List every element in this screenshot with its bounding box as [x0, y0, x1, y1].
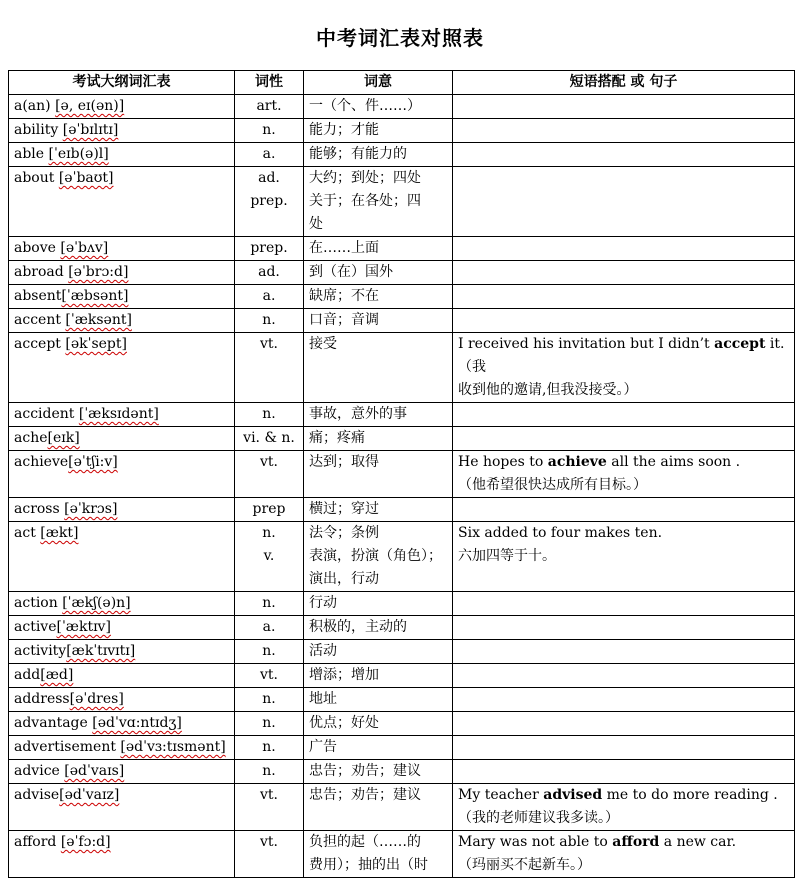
- meaning-cell: 广告: [304, 736, 453, 760]
- headword: absent: [14, 288, 62, 304]
- headword: add: [14, 667, 41, 683]
- header-pos: 词性: [235, 71, 304, 95]
- meaning-cell: 达到；取得: [304, 451, 453, 498]
- example-line: [458, 807, 789, 830]
- table-row: [9, 95, 795, 119]
- meaning-cell: 能力；才能: [304, 119, 453, 143]
- header-example: 短语搭配 或 句子: [453, 71, 795, 95]
- headword: advice: [14, 763, 65, 779]
- example-text: me to do more reading .: [602, 787, 778, 803]
- word-cell: [9, 403, 235, 427]
- table-row: [9, 403, 795, 427]
- phonetic-transcription: [əˈtʃi:v]: [68, 454, 118, 470]
- example-cell: [453, 309, 795, 333]
- word-cell: [9, 760, 235, 784]
- example-text: it.（我: [458, 336, 785, 375]
- part-of-speech-cell: n.: [235, 309, 304, 333]
- phonetic-transcription: [ˈækʃ(ə)n]: [62, 595, 131, 611]
- word-cell: [9, 640, 235, 664]
- table-body: [9, 95, 795, 878]
- header-meaning: 词意: [304, 71, 453, 95]
- example-line: [458, 831, 789, 854]
- phonetic-transcription: [ækˈtɪvɪtɪ]: [66, 643, 136, 659]
- example-cell: [453, 498, 795, 522]
- word-cell: [9, 285, 235, 309]
- headword: address: [14, 691, 70, 707]
- phonetic-transcription: [ˈæksənt]: [65, 312, 132, 328]
- phonetic-transcription: [ədˈvaɪs]: [64, 763, 125, 779]
- headword: activity: [14, 643, 67, 659]
- example-cell: [453, 736, 795, 760]
- example-text: He hopes to: [458, 454, 548, 470]
- phonetic-transcription: [ˈæksɪdənt]: [78, 406, 159, 422]
- phonetic-transcription: [əˈkrɔs]: [64, 501, 118, 517]
- word-cell: [9, 167, 235, 237]
- vocabulary-table: [8, 70, 795, 878]
- meaning-cell: 痛；疼痛: [304, 427, 453, 451]
- table-row: [9, 592, 795, 616]
- meaning-cell: 在……上面: [304, 237, 453, 261]
- meaning-cell: 忠告；劝告；建议: [304, 784, 453, 831]
- phonetic-transcription: [əkˈsept]: [65, 336, 127, 352]
- meaning-cell: 到（在）国外: [304, 261, 453, 285]
- part-of-speech-cell: ad. prep.: [235, 167, 304, 237]
- word-cell: [9, 451, 235, 498]
- word-cell: [9, 688, 235, 712]
- example-keyword: accept: [714, 336, 766, 352]
- phonetic-transcription: [ækt]: [40, 525, 79, 541]
- headword: a(an): [14, 98, 56, 114]
- part-of-speech-cell: a.: [235, 143, 304, 167]
- table-row: [9, 309, 795, 333]
- table-row: [9, 285, 795, 309]
- example-cell: [453, 451, 795, 498]
- meaning-cell: 忠告；劝告；建议: [304, 760, 453, 784]
- meaning-cell: 法令；条例 表演，扮演（角色）； 演出，行动: [304, 522, 453, 592]
- part-of-speech-cell: n.: [235, 592, 304, 616]
- example-text: 六加四等于十。: [458, 548, 556, 564]
- part-of-speech-cell: prep: [235, 498, 304, 522]
- meaning-cell: 一（个、件……）: [304, 95, 453, 119]
- headword: act: [14, 525, 41, 541]
- example-line: [458, 451, 789, 474]
- example-line: [458, 474, 789, 497]
- word-cell: [9, 333, 235, 403]
- part-of-speech-cell: art.: [235, 95, 304, 119]
- headword: about: [14, 170, 59, 186]
- table-row: [9, 736, 795, 760]
- header-word: 考试大纲词汇表: [9, 71, 235, 95]
- part-of-speech-cell: vt.: [235, 831, 304, 878]
- example-keyword: achieve: [547, 454, 607, 470]
- headword: achieve: [14, 454, 69, 470]
- table-row: [9, 143, 795, 167]
- example-text: a new car.: [659, 834, 737, 850]
- table-row: [9, 237, 795, 261]
- example-cell: [453, 522, 795, 592]
- part-of-speech-cell: ad.: [235, 261, 304, 285]
- part-of-speech-cell: n.: [235, 712, 304, 736]
- phonetic-transcription: [əˈbʌv]: [60, 240, 109, 256]
- example-cell: [453, 143, 795, 167]
- part-of-speech-cell: n.: [235, 640, 304, 664]
- example-keyword: advised: [543, 787, 603, 803]
- phonetic-transcription: [ədˈvɜ:tɪsmənt]: [120, 739, 226, 755]
- part-of-speech-cell: vt.: [235, 333, 304, 403]
- example-line: [458, 784, 789, 807]
- meaning-cell: 积极的，主动的: [304, 616, 453, 640]
- headword: advantage: [14, 715, 93, 731]
- phonetic-transcription: [əˈdres]: [69, 691, 124, 707]
- phonetic-transcription: [əˈfɔ:d]: [60, 834, 111, 850]
- headword: accent: [14, 312, 66, 328]
- example-cell: [453, 403, 795, 427]
- example-cell: [453, 831, 795, 878]
- part-of-speech-cell: n.: [235, 403, 304, 427]
- part-of-speech-cell: vi. & n.: [235, 427, 304, 451]
- example-cell: [453, 285, 795, 309]
- example-text: （我的老师建议我多读。）: [458, 810, 619, 826]
- phonetic-transcription: [əˈbaʊt]: [58, 170, 114, 186]
- headword: advertisement: [14, 739, 121, 755]
- phonetic-transcription: [ə, eɪ(ən)]: [55, 98, 125, 114]
- part-of-speech-cell: vt.: [235, 784, 304, 831]
- meaning-cell: 事故，意外的事: [304, 403, 453, 427]
- word-cell: [9, 309, 235, 333]
- part-of-speech-cell: n.: [235, 736, 304, 760]
- example-cell: [453, 427, 795, 451]
- example-text: all the aims soon .: [606, 454, 741, 470]
- word-cell: [9, 498, 235, 522]
- meaning-cell: 能够；有能力的: [304, 143, 453, 167]
- table-row: [9, 760, 795, 784]
- example-cell: [453, 640, 795, 664]
- part-of-speech-cell: n.: [235, 760, 304, 784]
- table-row: [9, 640, 795, 664]
- table-row: [9, 498, 795, 522]
- phonetic-transcription: [əˈbrɔ:d]: [68, 264, 129, 280]
- word-cell: [9, 427, 235, 451]
- headword: advise: [14, 787, 60, 803]
- example-cell: [453, 95, 795, 119]
- phonetic-transcription: [eɪk]: [47, 430, 80, 446]
- headword: accident: [14, 406, 79, 422]
- example-text: My teacher: [458, 787, 544, 803]
- part-of-speech-cell: vt.: [235, 451, 304, 498]
- meaning-cell: 活动: [304, 640, 453, 664]
- table-row: [9, 427, 795, 451]
- word-cell: [9, 592, 235, 616]
- table-row: [9, 451, 795, 498]
- part-of-speech-cell: vt.: [235, 664, 304, 688]
- word-cell: [9, 119, 235, 143]
- example-cell: [453, 688, 795, 712]
- part-of-speech-cell: n.: [235, 688, 304, 712]
- meaning-cell: 负担的起（……的 费用）；抽的出（时: [304, 831, 453, 878]
- word-cell: [9, 261, 235, 285]
- meaning-cell: 地址: [304, 688, 453, 712]
- example-line: [458, 379, 789, 402]
- example-cell: [453, 592, 795, 616]
- table-row: [9, 831, 795, 878]
- example-cell: [453, 664, 795, 688]
- example-line: [458, 545, 789, 568]
- phonetic-transcription: [æd]: [40, 667, 74, 683]
- word-cell: [9, 736, 235, 760]
- word-cell: [9, 784, 235, 831]
- example-cell: [453, 261, 795, 285]
- example-text: 收到他的邀请,但我没接受。）: [458, 382, 638, 398]
- example-text: （他希望很快达成所有目标。）: [458, 477, 647, 493]
- part-of-speech-cell: a.: [235, 616, 304, 640]
- word-cell: [9, 522, 235, 592]
- headword: able: [14, 146, 49, 162]
- meaning-cell: 缺席；不在: [304, 285, 453, 309]
- meaning-cell: 行动: [304, 592, 453, 616]
- example-keyword: afford: [612, 834, 660, 850]
- table-row: [9, 522, 795, 592]
- headword: ache: [14, 430, 48, 446]
- table-row: [9, 261, 795, 285]
- table-header-row: [9, 71, 795, 95]
- word-cell: [9, 143, 235, 167]
- example-line: [458, 522, 789, 545]
- meaning-cell: 接受: [304, 333, 453, 403]
- headword: across: [14, 501, 65, 517]
- word-cell: [9, 664, 235, 688]
- example-text: I received his invitation but I didn’t: [458, 336, 715, 352]
- phonetic-transcription: [ˈeɪb(ə)l]: [48, 146, 109, 162]
- table-row: [9, 784, 795, 831]
- word-cell: [9, 95, 235, 119]
- example-text: （玛丽买不起新车。）: [458, 857, 591, 873]
- word-cell: [9, 237, 235, 261]
- example-cell: [453, 712, 795, 736]
- headword: ability: [14, 122, 63, 138]
- table-row: [9, 664, 795, 688]
- headword: active: [14, 619, 57, 635]
- table-row: [9, 333, 795, 403]
- part-of-speech-cell: a.: [235, 285, 304, 309]
- phonetic-transcription: [ˈæktɪv]: [56, 619, 111, 635]
- part-of-speech-cell: n. v.: [235, 522, 304, 592]
- word-cell: [9, 831, 235, 878]
- meaning-cell: 增添；增加: [304, 664, 453, 688]
- word-cell: [9, 712, 235, 736]
- meaning-cell: 优点；好处: [304, 712, 453, 736]
- example-cell: [453, 237, 795, 261]
- meaning-cell: 横过；穿过: [304, 498, 453, 522]
- headword: accept: [14, 336, 66, 352]
- part-of-speech-cell: prep.: [235, 237, 304, 261]
- vocabulary-table-container: [8, 70, 794, 873]
- example-line: [458, 333, 789, 379]
- table-row: [9, 119, 795, 143]
- example-cell: [453, 333, 795, 403]
- example-text: Mary was not able to: [458, 834, 613, 850]
- example-line: [458, 854, 789, 877]
- headword: above: [14, 240, 61, 256]
- phonetic-transcription: [əˈbɪlɪtɪ]: [62, 122, 119, 138]
- phonetic-transcription: [ˈæbsənt]: [61, 288, 129, 304]
- table-row: [9, 616, 795, 640]
- example-cell: [453, 167, 795, 237]
- meaning-cell: 大约；到处；四处 关于；在各处；四 处: [304, 167, 453, 237]
- phonetic-transcription: [ədˈvɑ:ntɪdʒ]: [92, 715, 182, 731]
- example-cell: [453, 119, 795, 143]
- table-row: [9, 167, 795, 237]
- example-cell: [453, 616, 795, 640]
- word-cell: [9, 616, 235, 640]
- meaning-cell: 口音；音调: [304, 309, 453, 333]
- table-row: [9, 688, 795, 712]
- example-cell: [453, 760, 795, 784]
- headword: afford: [14, 834, 61, 850]
- headword: abroad: [14, 264, 69, 280]
- document-title: 中考词汇表对照表: [316, 26, 484, 50]
- table-row: [9, 712, 795, 736]
- headword: action: [14, 595, 63, 611]
- part-of-speech-cell: n.: [235, 119, 304, 143]
- example-text: Six added to four makes ten.: [458, 525, 663, 541]
- phonetic-transcription: [ədˈvaɪz]: [59, 787, 120, 803]
- example-cell: [453, 784, 795, 831]
